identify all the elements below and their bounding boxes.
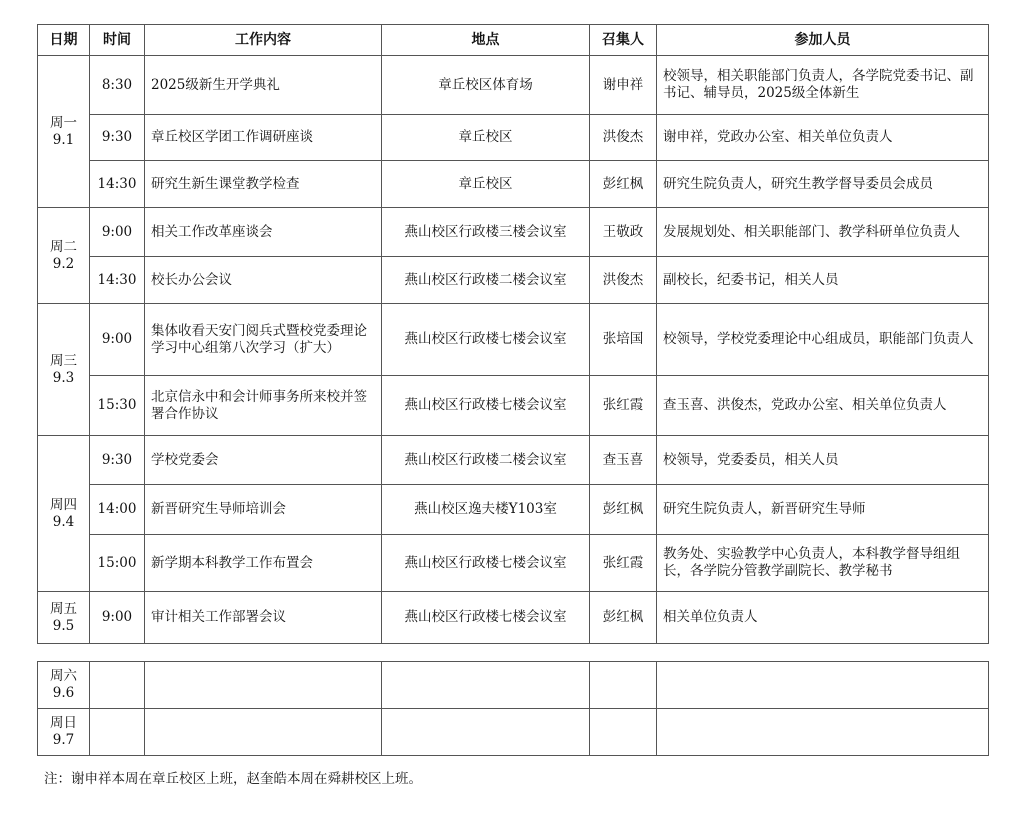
weekday-label: 周一: [50, 114, 77, 131]
header-convener: 召集人: [590, 25, 657, 56]
event-attendees: 副校长，纪委书记，相关人员: [657, 257, 989, 304]
event-content: 学校党委会: [145, 436, 382, 485]
date-label: 9.6: [52, 685, 75, 701]
event-time: 14:30: [90, 161, 145, 208]
schedule-row: [38, 436, 989, 485]
event-place: 燕山校区逸夫楼Y103室: [382, 485, 590, 535]
event-convener: 谢申祥: [590, 56, 657, 115]
event-convener: 彭红枫: [590, 161, 657, 208]
schedule-row: [38, 161, 989, 208]
empty-place: [382, 662, 590, 709]
event-time: 9:30: [90, 436, 145, 485]
event-attendees: 研究生院负责人，新晋研究生导师: [657, 485, 989, 535]
event-attendees: 相关单位负责人: [657, 592, 989, 644]
schedule-row: [38, 485, 989, 535]
event-place: 燕山校区行政楼七楼会议室: [382, 535, 590, 592]
empty-convener: [590, 662, 657, 709]
weekday-label: 周日: [50, 715, 77, 731]
schedule-row: [38, 592, 989, 644]
schedule-row: [38, 304, 989, 376]
date-label: 9.2: [52, 255, 75, 272]
event-convener: 彭红枫: [590, 592, 657, 644]
date-cell: [38, 709, 90, 756]
event-attendees: 研究生院负责人，研究生教学督导委员会成员: [657, 161, 989, 208]
weekend-table: [37, 661, 989, 756]
event-place: 燕山校区行政楼三楼会议室: [382, 208, 590, 257]
event-convener: 彭红枫: [590, 485, 657, 535]
event-time: 9:30: [90, 115, 145, 161]
event-content: 新晋研究生导师培训会: [145, 485, 382, 535]
event-convener: 王敬政: [590, 208, 657, 257]
date-label: 9.3: [52, 369, 75, 386]
event-attendees: 校领导，学校党委理论中心组成员，职能部门负责人: [657, 304, 989, 376]
header-row: [38, 25, 989, 56]
date-cell: [38, 56, 90, 208]
event-place: 燕山校区行政楼七楼会议室: [382, 592, 590, 644]
weekend-body: [38, 662, 989, 756]
event-convener: 洪俊杰: [590, 115, 657, 161]
date-label: 9.7: [52, 732, 75, 748]
weekday-label: 周五: [50, 600, 77, 617]
date-cell: [38, 208, 90, 304]
event-convener: 查玉喜: [590, 436, 657, 485]
event-attendees: 校领导，党委委员，相关人员: [657, 436, 989, 485]
event-content: 集体收看天安门阅兵式暨校党委理论学习中心组第八次学习（扩大）: [145, 304, 382, 376]
event-time: 15:00: [90, 535, 145, 592]
event-content: 相关工作改革座谈会: [145, 208, 382, 257]
date-cell: [38, 662, 90, 709]
schedule-row: [38, 115, 989, 161]
event-content: 研究生新生课堂教学检查: [145, 161, 382, 208]
event-place: 燕山校区行政楼二楼会议室: [382, 257, 590, 304]
empty-time: [90, 709, 145, 756]
event-time: 14:00: [90, 485, 145, 535]
empty-content: [145, 709, 382, 756]
event-attendees: 查玉喜、洪俊杰，党政办公室、相关单位负责人: [657, 376, 989, 436]
event-content: 新学期本科教学工作布置会: [145, 535, 382, 592]
event-time: 15:30: [90, 376, 145, 436]
event-attendees: 教务处、实验教学中心负责人，本科教学督导组组长，各学院分管教学副院长、教学秘书: [657, 535, 989, 592]
empty-convener: [590, 709, 657, 756]
date-label: 9.4: [52, 513, 75, 530]
event-content: 校长办公会议: [145, 257, 382, 304]
event-content: 审计相关工作部署会议: [145, 592, 382, 644]
event-convener: 张红霞: [590, 535, 657, 592]
weekday-label: 周二: [50, 238, 77, 255]
header-time: 时间: [90, 25, 145, 56]
weekday-label: 周六: [50, 668, 77, 684]
event-place: 章丘校区: [382, 115, 590, 161]
event-time: 8:30: [90, 56, 145, 115]
event-place: 章丘校区: [382, 161, 590, 208]
event-content: 北京信永中和会计师事务所来校并签署合作协议: [145, 376, 382, 436]
event-place: 燕山校区行政楼七楼会议室: [382, 304, 590, 376]
event-content: 章丘校区学团工作调研座谈: [145, 115, 382, 161]
empty-attendees: [657, 709, 989, 756]
date-cell: [38, 436, 90, 592]
event-attendees: 谢申祥，党政办公室、相关单位负责人: [657, 115, 989, 161]
date-cell: [38, 304, 90, 436]
date-label: 9.5: [52, 617, 75, 634]
event-convener: 张红霞: [590, 376, 657, 436]
empty-attendees: [657, 662, 989, 709]
schedule-row: [38, 535, 989, 592]
header-date: 日期: [38, 25, 90, 56]
empty-time: [90, 662, 145, 709]
header-content: 工作内容: [145, 25, 382, 56]
schedule-row: [38, 376, 989, 436]
event-attendees: 校领导，相关职能部门负责人，各学院党委书记、副书记、辅导员，2025级全体新生: [657, 56, 989, 115]
empty-content: [145, 662, 382, 709]
event-place: 燕山校区行政楼七楼会议室: [382, 376, 590, 436]
weekend-row: [38, 709, 989, 756]
empty-place: [382, 709, 590, 756]
event-time: 9:00: [90, 592, 145, 644]
schedule-row: [38, 208, 989, 257]
event-time: 14:30: [90, 257, 145, 304]
event-convener: 张培国: [590, 304, 657, 376]
weekday-label: 周三: [50, 352, 77, 369]
event-attendees: 发展规划处、相关职能部门、教学科研单位负责人: [657, 208, 989, 257]
header-place: 地点: [382, 25, 590, 56]
event-content: 2025级新生开学典礼: [145, 56, 382, 115]
schedule-row: [38, 257, 989, 304]
event-time: 9:00: [90, 208, 145, 257]
weekday-label: 周四: [50, 496, 77, 513]
event-time: 9:00: [90, 304, 145, 376]
weekend-row: [38, 662, 989, 709]
header-attendees: 参加人员: [657, 25, 989, 56]
event-place: 章丘校区体育场: [382, 56, 590, 115]
footnote: 注：谢申祥本周在章丘校区上班，赵奎皓本周在舜耕校区上班。: [44, 771, 422, 787]
event-convener: 洪俊杰: [590, 257, 657, 304]
date-cell: [38, 592, 90, 644]
schedule-table: [37, 24, 989, 644]
schedule-body: [38, 56, 989, 644]
date-label: 9.1: [52, 131, 75, 148]
event-place: 燕山校区行政楼二楼会议室: [382, 436, 590, 485]
schedule-row: [38, 56, 989, 115]
